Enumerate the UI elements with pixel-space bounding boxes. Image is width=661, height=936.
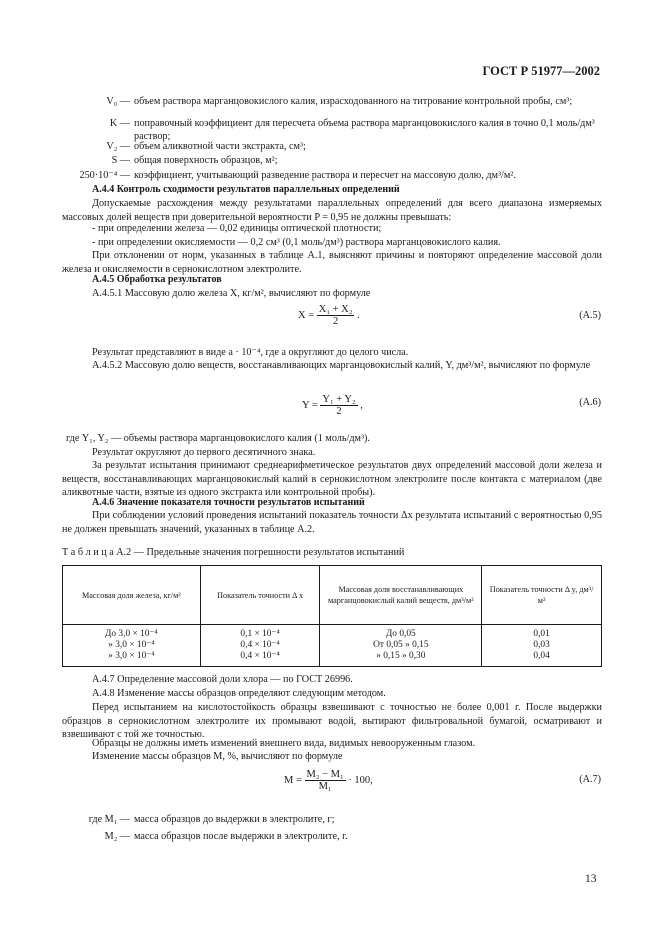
fraction-denominator: 2 [332,316,339,327]
paragraph-a44-deviation: При отклонении от норм, указанных в таблице А.1, выясняют причины и повторяют определение массовой доли железа и окисляемости в сернокислотном электролите. [62,250,602,275]
fraction [305,769,346,792]
formula-a7 [284,769,373,792]
table-cell: До 0,05 [320,625,482,641]
paragraph-test-result: За результат испытания принимают среднеарифметическое результатов двух определений массовой доли железа и веществ, восстанавливающих марганцовокислый калий в сернокислотном электролите после контакта с материалом (две аликвотные части, взятые из одного экстракта или контрольной пробы). [62,460,602,499]
definition-text: масса образцов после выдержки в электролите, г. [134,831,348,842]
definition-text: масса образцов до выдержки в электролите, г; [134,814,335,825]
paragraph-a452: А.4.5.2 Массовую долю веществ, восстанавливающих марганцовокислый калий, Y, дм³/м², вычисляют по формуле [92,360,591,371]
table-cell: 0,1 × 10⁻⁴ [200,625,320,641]
table-cell: 0,01 [482,625,602,641]
table-cell: 0,03 [482,640,602,651]
definition-text: коэффициент, учитывающий разведение раствора и пересчет на массовую долю, дм³/м². [134,170,516,181]
table-header-cell: Показатель точности Δ x [200,566,320,625]
paragraph-rounding: Результат округляют до первого десятичного знака. [92,447,316,458]
equation-number-a6: (А.6) [579,397,601,408]
paragraph-a44-intro: Допускаемые расхождения между результатами параллельных определений для всего диапазона измеряемых массовых долей веществ при доверительной вероятности P = 0,95 не должны превышать: [62,198,602,223]
paragraph-a46: При соблюдении условий проведения испытаний показатель точности Δx результата испытаний с вероятностью 0,95 не должен превышать значений, указанных в таблице А.2. [62,510,602,535]
table-row [63,625,602,641]
definition-symbol: V₂ — [106,141,130,152]
definition-symbol: где M₁ — [88,814,130,825]
table-header-cell: Массовая доля железа, кг/м² [63,566,201,625]
definition-text: объем раствора марганцовокислого калия, израсходованного на титрование контрольной пробы, см³; [134,96,573,107]
table-cell: 0,04 [482,651,602,666]
document-header: ГОСТ Р 51977—2002 [482,64,600,78]
definition-symbol: K — [109,118,130,129]
definition-symbol: S — [111,155,130,166]
formula-tail: , [360,399,363,411]
fraction-numerator: M₂ − M₁ [306,769,344,780]
paragraph-a451: А.4.5.1 Массовую долю железа X, кг/м², вычисляют по формуле [92,288,371,299]
formula-a6 [302,394,363,417]
bullet-iron: - при определении железа — 0,02 единицы оптической плотности; [92,223,382,234]
formula-tail: . [357,309,360,321]
table-cell: От 0,05 » 0,15 [320,640,482,651]
table-cell: » 3,0 × 10⁻⁴ [63,640,201,651]
table-cell: До 3,0 × 10⁻⁴ [63,625,201,641]
equation-number-a5: (А.5) [579,310,601,321]
paragraph-weighing: Перед испытанием на кислотостойкость образцы взвешивают с точностью не более 0,001 г. После выдержки образцов в сернокислотном электролите их промывают водой, вытирают фильтровальной бумагой, осматривают и взвешивают с той же точностью. [62,702,602,741]
paragraph-appearance: Образцы не должны иметь изменений внешнего вида, видимых невооруженным глазом. [92,738,476,749]
fraction [317,304,355,327]
section-heading-a44: А.4.4 Контроль сходимости результатов параллельных определений [92,184,400,195]
fraction-numerator: X₁ + X₂ [318,304,353,315]
definition-symbol: V₀ — [106,96,130,107]
formula-lhs: M = [284,774,302,786]
table-cell: 0,4 × 10⁻⁴ [200,640,320,651]
table-header-cell: Массовая доля восстанавливающих марганцовокислый калий веществ, дм³/м² [320,566,482,625]
formula-lhs: Y = [302,399,318,411]
fraction-denominator: 2 [336,406,342,417]
definition-symbol: 250·10⁻⁴ — [79,170,130,181]
table-header-row [63,566,602,625]
formula-tail: · 100, [348,774,373,786]
table-cell: » 3,0 × 10⁻⁴ [63,651,201,666]
table-header-cell: Показатель точности Δ y, дм³/м² [482,566,602,625]
definition-text: общая поверхность образцов, м²; [134,155,278,166]
table-row [63,651,602,666]
section-heading-a46: А.4.6 Значение показателя точности результатов испытаний [92,497,365,508]
fraction-denominator: M₁ [318,781,332,792]
table-row [63,640,602,651]
page-number: 13 [585,873,597,885]
definition-symbol: M₂ — [104,831,130,842]
fraction [320,394,357,417]
paragraph-result-format: Результат представляют в виде a · 10⁻⁴, где a округляют до целого числа. [92,347,409,358]
table-cell: » 0,15 » 0,30 [320,651,482,666]
paragraph-y-definition: где Y₁, Y₂ — объемы раствора марганцовокислого калия (1 моль/дм³). [66,433,370,444]
formula-a5 [298,304,360,327]
bullet-oxidizability: - при определении окисляемости — 0,2 см³ (0,1 моль/дм³) раствора марганцовокислого калия. [92,237,501,248]
fraction-numerator: Y₁ + Y₂ [322,394,356,405]
definition-text: поправочный коэффициент для пересчета объема раствора марганцовокислого калия в точно 0,1 моль/дм³ раствор; [134,118,595,143]
equation-number-a7: (А.7) [579,774,601,785]
paragraph-a48: А.4.8 Изменение массы образцов определяют следующим методом. [92,688,386,699]
paragraph-a47: А.4.7 Определение массовой доли хлора — по ГОСТ 26996. [92,674,353,685]
table-a2 [62,565,602,667]
paragraph-mass-change: Изменение массы образцов M, %, вычисляют по формуле [92,751,343,762]
formula-lhs: X = [298,309,315,321]
table-caption: Т а б л и ц а А.2 — Предельные значения погрешности результатов испытаний [62,547,405,558]
definition-text: объем аликвотной части экстракта, см³; [134,141,306,152]
table-cell: 0,4 × 10⁻⁴ [200,651,320,666]
section-heading-a45: А.4.5 Обработка результатов [92,274,222,285]
